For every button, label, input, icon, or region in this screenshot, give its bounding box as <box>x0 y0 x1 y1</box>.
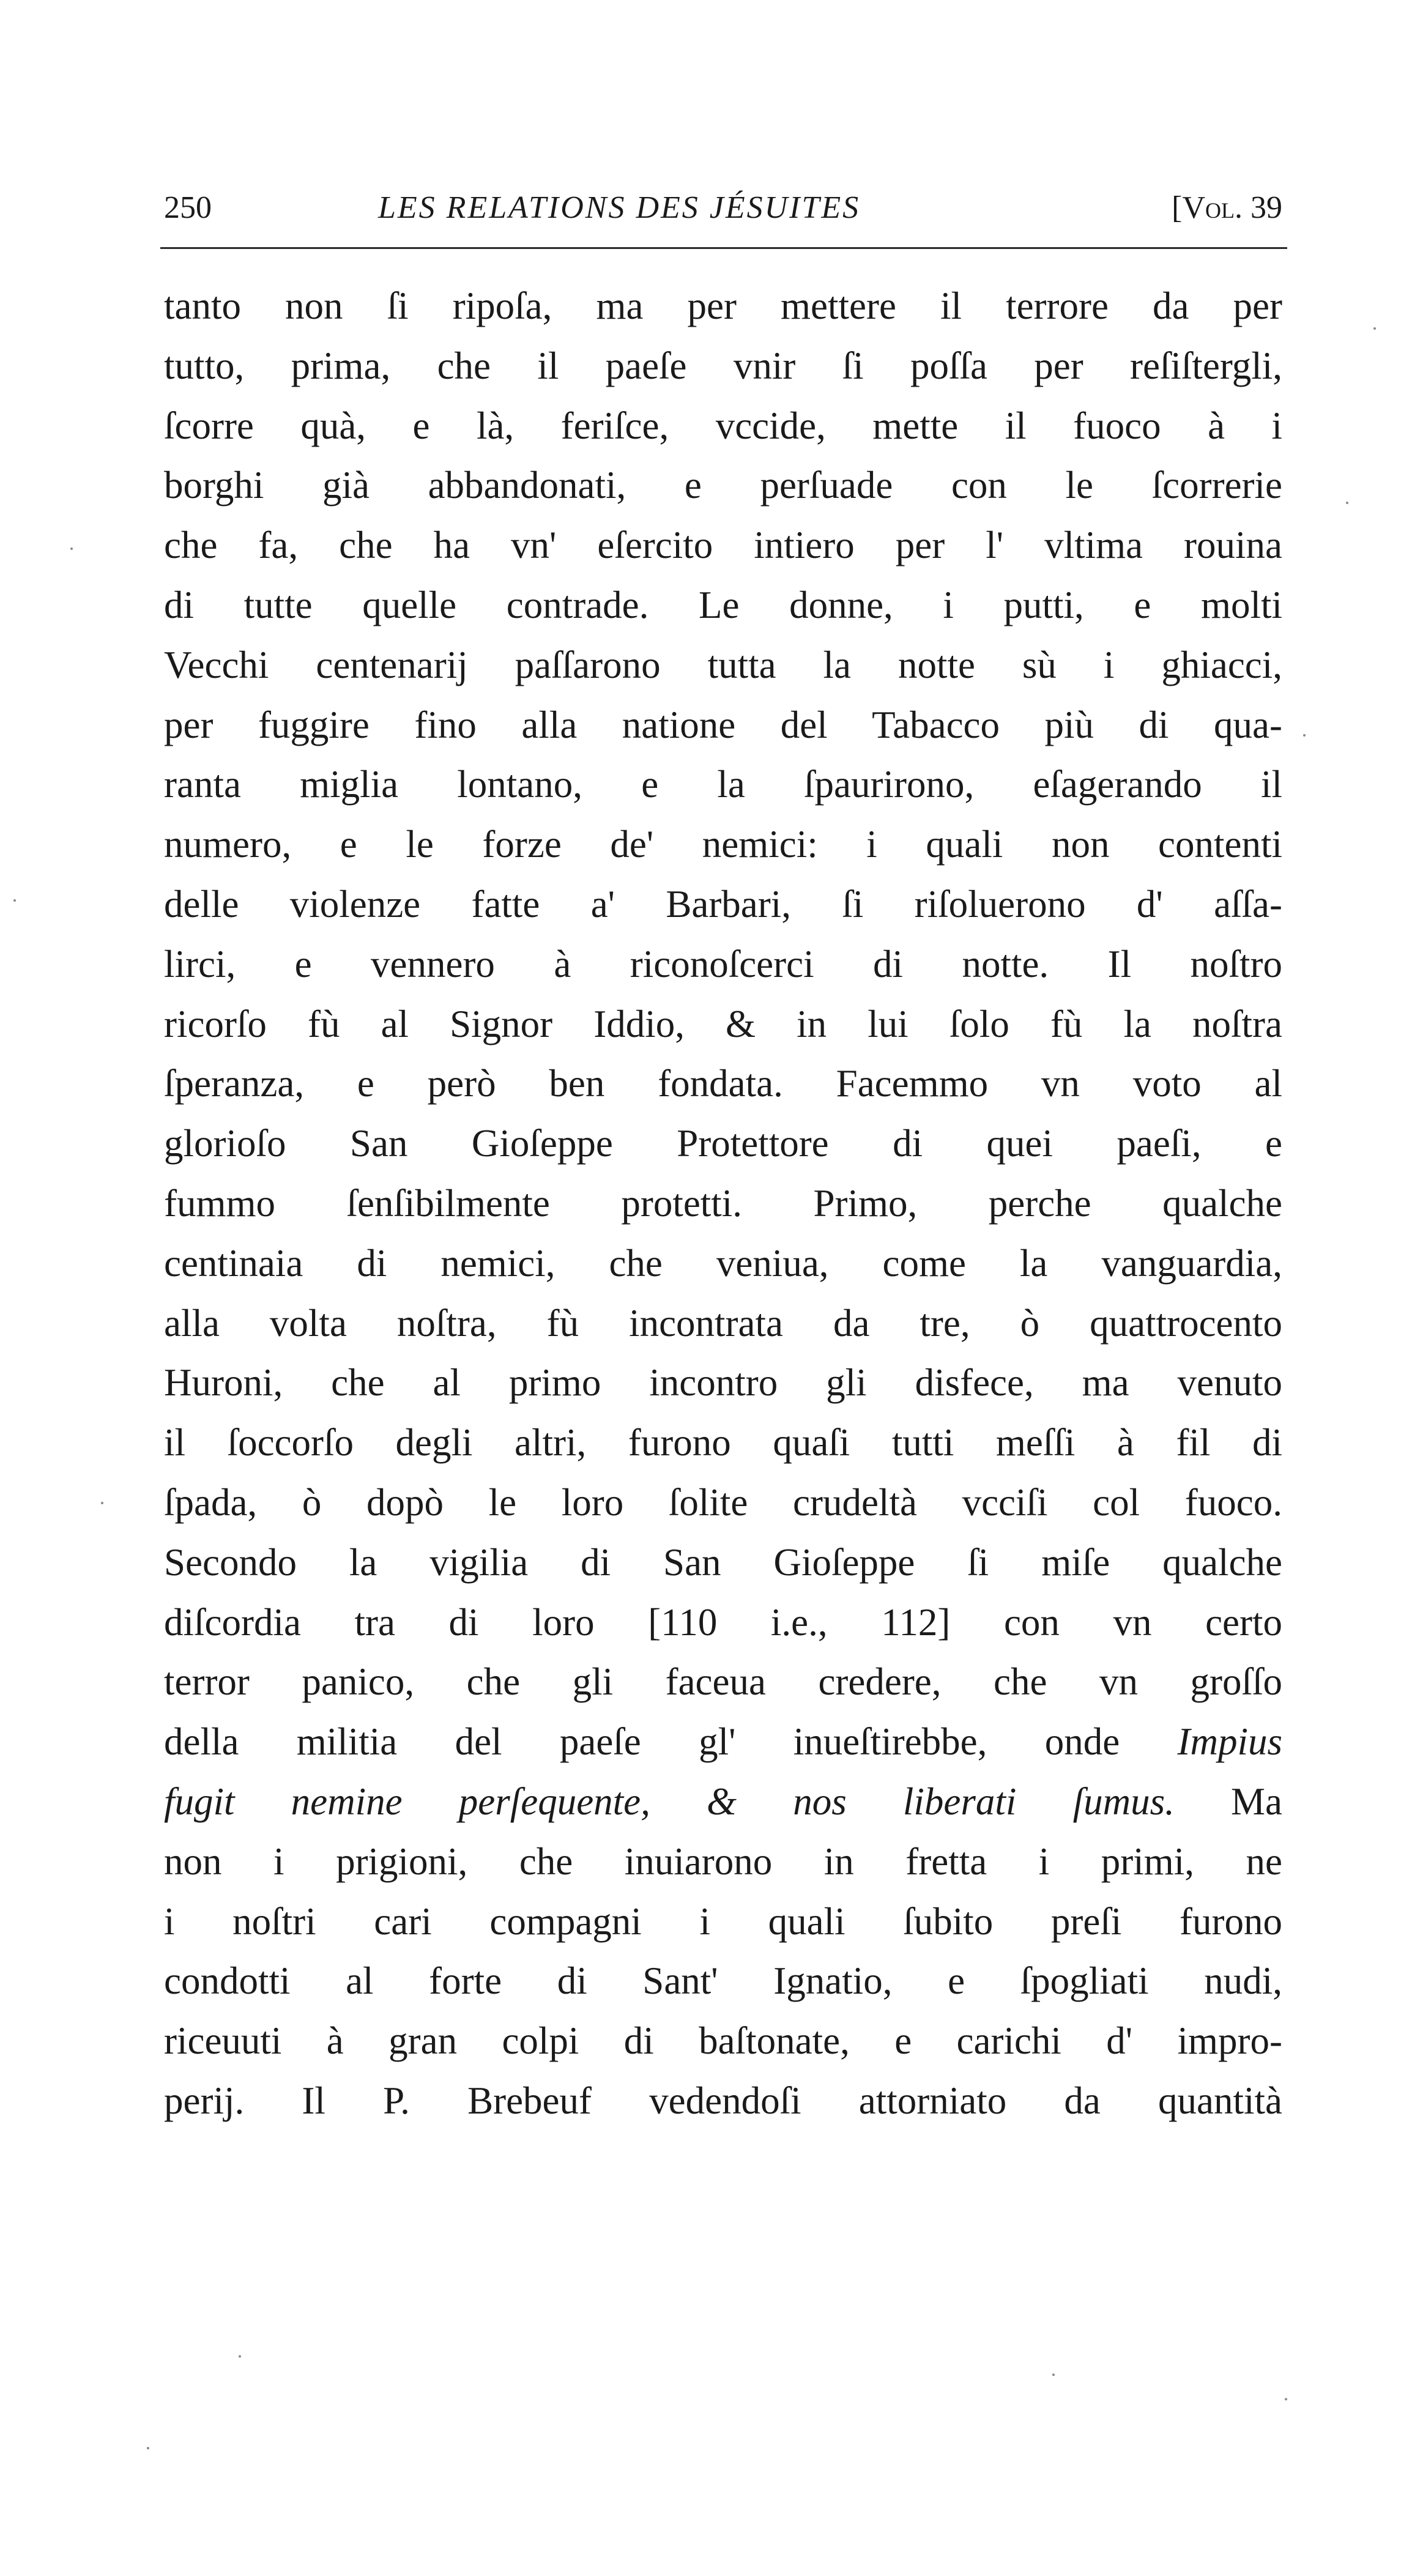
print-speck <box>1052 2374 1055 2376</box>
text-line: Secondo la vigilia di San Gioſeppe ſi miſe qualche <box>164 1540 1282 1584</box>
text-line: lirci, e vennero à riconoſcerci di notte. Il noſtro <box>164 942 1282 985</box>
text-line: ricorſo fù al Signor Iddio, & in lui ſolo fù la noſtra <box>164 1002 1282 1045</box>
print-speck <box>239 2355 241 2358</box>
text-line: centinaia di nemici, che veniua, come la vanguardia, <box>164 1241 1282 1285</box>
text-line: delle violenze fatte a' Barbari, ſi riſoluerono d' aſſa- <box>164 882 1282 926</box>
text-line: perij. Il P. Brebeuf vedendoſi attorniato da quantità <box>164 2079 1282 2122</box>
text-line: riceuuti à gran colpi di baſtonate, e carichi d' impro- <box>164 2019 1282 2063</box>
text-line: Vecchi centenarij paſſarono tutta la notte sù i ghiacci, <box>164 643 1282 686</box>
text-line: Huroni, che al primo incontro gli disfece, ma venuto <box>164 1361 1282 1405</box>
text-line: glorioſo San Gioſeppe Protettore di quei paeſi, e <box>164 1122 1282 1165</box>
text-line: borghi già abbandonati, e perſuade con le ſcorrerie <box>164 464 1282 507</box>
print-speck <box>13 899 16 902</box>
latin-quote-start: Impius <box>1177 1720 1283 1764</box>
print-speck <box>1346 502 1348 504</box>
running-head <box>164 184 1282 232</box>
text-line: tutto, prima, che il paeſe vnir ſi poſſa per reſiſtergli, <box>164 344 1282 387</box>
latin-quote: fugit nemine perſequente, & nos liberati ſumus. <box>164 1780 1175 1823</box>
print-speck <box>101 1502 103 1504</box>
text-line: terror panico, che gli faceua credere, che vn groſſo <box>164 1660 1282 1704</box>
volume-label: [Vol. 39 <box>1172 190 1282 225</box>
text-line: tanto non ſi ripoſa, ma per mettere il terrore da per <box>164 284 1282 327</box>
text-line: numero, e le forze de' nemici: i quali non contenti <box>164 823 1282 866</box>
print-speck <box>70 547 73 550</box>
text-segment: Ma <box>1231 1780 1282 1823</box>
text-line: i noſtri cari compagni i quali ſubito preſi furono <box>164 1899 1282 1943</box>
text-line: fummo ſenſibilmente protetti. Primo, perche qualche <box>164 1181 1282 1225</box>
print-speck <box>147 2447 149 2449</box>
text-line: che fa, che ha vn' eſercito intiero per l' vltima rouina <box>164 524 1282 567</box>
text-line: diſcordia tra di loro [110 i.e., 112] con vn certo <box>164 1600 1282 1644</box>
text-line <box>164 1712 1282 1772</box>
print-speck <box>1303 734 1306 737</box>
running-title: LES RELATIONS DES JÉSUITES <box>378 190 861 225</box>
text-segment: della militia del paeſe gl' inueſtirebbe, onde <box>164 1720 1120 1764</box>
text-line: ſcorre quà, e là, feriſce, vccide, mette il fuoco à i <box>164 404 1282 447</box>
print-speck <box>1285 2398 1287 2400</box>
text-line: ſpada, ò dopò le loro ſolite crudeltà vcciſi col fuoco. <box>164 1480 1282 1524</box>
text-line: per fuggire fino alla natione del Tabacco più di qua- <box>164 703 1282 746</box>
page-number: 250 <box>164 190 212 225</box>
text-line: il ſoccorſo degli altri, furono quaſi tutti meſſi à fil di <box>164 1421 1282 1464</box>
text-line: condotti al forte di Sant' Ignatio, e ſpogliati nudi, <box>164 1959 1282 2003</box>
text-line: alla volta noſtra, fù incontrata da tre, ò quattrocento <box>164 1301 1282 1345</box>
body-text <box>164 277 1282 2131</box>
text-line <box>164 1772 1282 1832</box>
text-line: ranta miglia lontano, e la ſpaurirono, eſagerando il <box>164 763 1282 806</box>
header-rule <box>160 247 1287 249</box>
print-speck <box>1373 327 1376 330</box>
text-line: ſperanza, e però ben fondata. Facemmo vn voto al <box>164 1062 1282 1105</box>
text-line: non i prigioni, che inuiarono in fretta i primi, ne <box>164 1839 1282 1883</box>
text-line: di tutte quelle contrade. Le donne, i putti, e molti <box>164 583 1282 626</box>
